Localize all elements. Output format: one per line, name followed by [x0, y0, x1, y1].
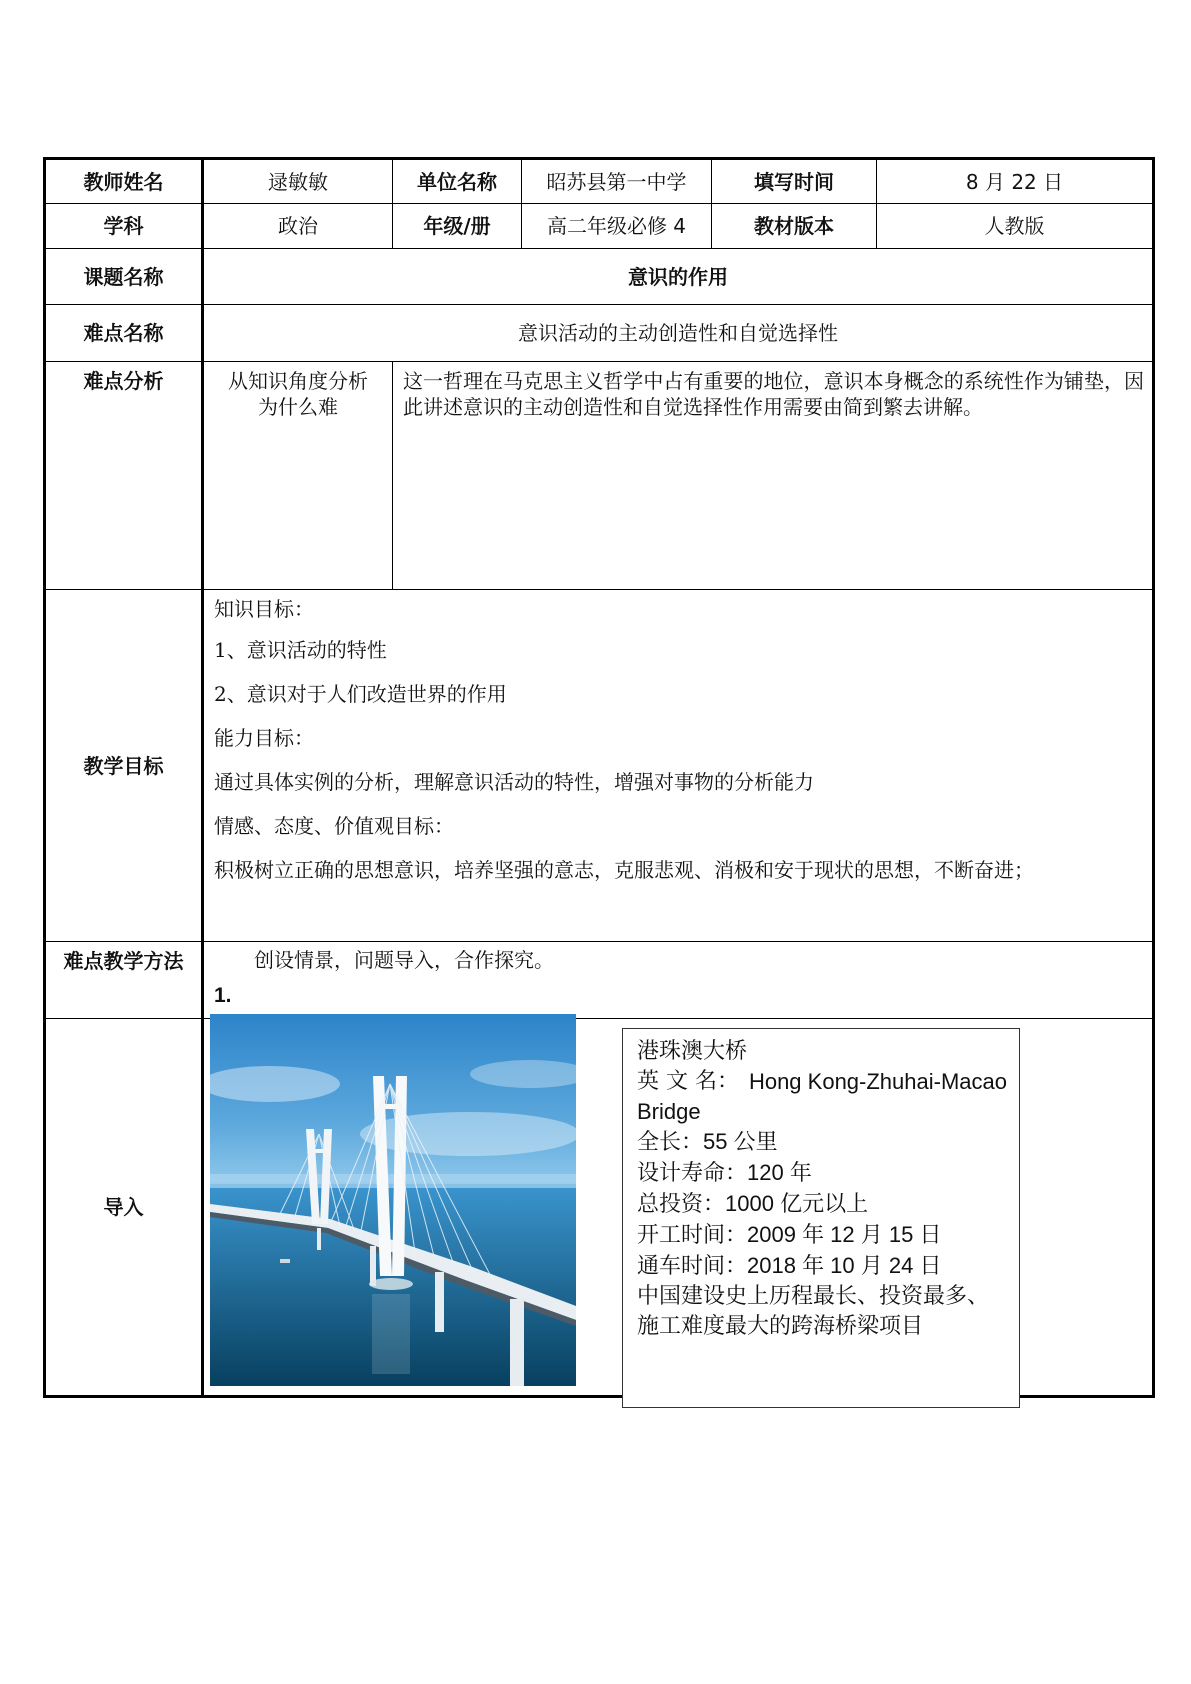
date-value: 8 月 22 日 [877, 159, 1154, 204]
english-name-prefix: 英 文 名： [637, 1069, 739, 1094]
english-name-part1: Hong Kong-Zhuhai-Macao [748, 1069, 1007, 1094]
investment-value: 1000 亿元以上 [725, 1191, 869, 1216]
header-row-2 [45, 204, 1154, 249]
goals-label: 教学目标 [45, 590, 203, 942]
bridge-description: 中国建设史上历程最长、投资最多、施工难度最大的跨海桥梁项目 [637, 1284, 990, 1339]
english-name-part2: Bridge [637, 1099, 701, 1124]
life-prefix: 设计寿命： [637, 1161, 748, 1186]
goals-content [203, 590, 1154, 942]
subject-value: 政治 [203, 204, 393, 249]
goal-line: 情感、态度、价值观目标： [214, 814, 454, 838]
goal-line: 能力目标： [214, 726, 314, 750]
header-row-1 [45, 159, 1154, 204]
subject-label: 学科 [45, 204, 203, 249]
analysis-sub-label [203, 362, 393, 590]
teacher-label: 教师姓名 [45, 159, 203, 204]
method-label: 难点教学方法 [45, 942, 203, 1019]
investment-prefix: 总投资： [637, 1192, 726, 1217]
topic-label: 课题名称 [45, 249, 203, 305]
goal-line: 1、意识活动的特性 [214, 638, 387, 662]
open-value: 2018 年 10 月 24 日 [747, 1253, 942, 1278]
difficulty-row [45, 305, 1154, 362]
bridge-illustration [210, 1014, 576, 1386]
bridge-length [637, 1127, 1007, 1158]
bridge-info-box [622, 1028, 1020, 1408]
goal-line: 通过具体实例的分析，理解意识活动的特性，增强对事物的分析能力 [214, 770, 814, 794]
open-prefix: 通车时间： [637, 1254, 748, 1279]
bridge-open-date [637, 1251, 1007, 1282]
method-text: 创设情景，问题导入，合作探究。 [254, 948, 554, 972]
bridge-start-date [637, 1220, 1007, 1251]
length-value: 55 公里 [703, 1129, 778, 1154]
bridge-english-name-line [637, 1067, 1007, 1097]
date-label: 填写时间 [712, 159, 877, 204]
goal-line: 积极树立正确的思想意识，培养坚强的意志，克服悲观、消极和安于现状的思想，不断奋进； [214, 858, 1034, 882]
teacher-value: 逯敏敏 [203, 159, 393, 204]
analysis-sub-label-line1: 从知识角度分析 [228, 369, 368, 393]
bridge-investment [637, 1189, 1007, 1220]
intro-label: 导入 [45, 1019, 203, 1397]
goals-row [45, 590, 1154, 942]
bridge-design-life [637, 1158, 1007, 1189]
analysis-text: 这一哲理在马克思主义哲学中占有重要的地位，意识本身概念的系统性作为铺垫，因此讲述意识的主动创造性和自觉选择性作用需要由简到繁去讲解。 [393, 362, 1154, 590]
edition-label: 教材版本 [712, 204, 877, 249]
method-content [203, 942, 1154, 1019]
bridge-photo [210, 1014, 576, 1386]
goal-line: 知识目标： [214, 597, 314, 621]
goal-line: 2、意识对于人们改造世界的作用 [214, 682, 507, 706]
analysis-label: 难点分析 [45, 362, 203, 590]
grade-label: 年级/册 [393, 204, 522, 249]
analysis-row [45, 362, 1154, 590]
life-value: 120 年 [747, 1160, 812, 1185]
edition-value: 人教版 [877, 204, 1154, 249]
start-value: 2009 年 12 月 15 日 [747, 1222, 942, 1247]
grade-value: 高二年级必修 4 [522, 204, 712, 249]
topic-row [45, 249, 1154, 305]
start-prefix: 开工时间： [637, 1223, 748, 1248]
difficulty-value: 意识活动的主动创造性和自觉选择性 [203, 305, 1154, 362]
unit-label: 单位名称 [393, 159, 522, 204]
method-row [45, 942, 1154, 1019]
method-number: 1. [214, 984, 232, 1007]
bridge-name: 港珠澳大桥 [637, 1039, 748, 1064]
difficulty-label: 难点名称 [45, 305, 203, 362]
topic-value: 意识的作用 [203, 249, 1154, 305]
analysis-sub-label-line2: 为什么难 [258, 395, 338, 419]
length-prefix: 全长： [637, 1130, 704, 1155]
unit-value: 昭苏县第一中学 [522, 159, 712, 204]
